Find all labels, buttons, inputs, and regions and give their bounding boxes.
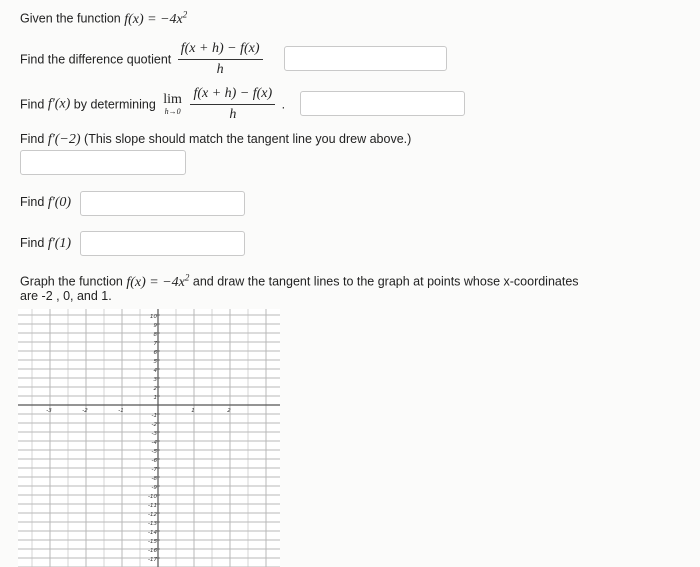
y-tick-label: -13 <box>148 521 157 527</box>
header-line <box>20 9 187 28</box>
y-tick-label: -17 <box>148 557 157 563</box>
f-prime-1-answer-box[interactable] <box>80 231 245 256</box>
y-tick-label: -16 <box>148 548 157 554</box>
y-tick-label: 9 <box>153 323 157 329</box>
q2-line <box>20 86 285 123</box>
derivative-answer-box[interactable] <box>300 91 465 116</box>
q2-lim-word: lim <box>163 92 182 107</box>
q2-lim-sub: h→0 <box>164 107 181 116</box>
q1-fraction <box>178 41 263 78</box>
graph-grid[interactable] <box>18 309 280 567</box>
given-prefix: Given the function <box>20 11 125 26</box>
y-tick-label: -2 <box>151 422 157 428</box>
graph-canvas[interactable] <box>18 309 280 567</box>
y-tick-label: 1 <box>153 395 157 401</box>
x-tick-label: 1 <box>191 408 195 414</box>
graph-prompt-middle: and draw the tangent lines to the graph at points whose x-coordinates <box>192 274 579 289</box>
q2-fraction <box>190 86 275 123</box>
q2-middle: by determining <box>73 97 156 112</box>
q2-denominator: h <box>229 107 237 122</box>
x-tick-label: -1 <box>118 408 124 414</box>
y-tick-label: 3 <box>153 377 157 383</box>
y-tick-label: -5 <box>151 449 157 455</box>
y-tick-label: 7 <box>153 341 157 347</box>
y-tick-label: 4 <box>153 368 157 374</box>
y-tick-label: -7 <box>151 467 157 473</box>
f-prime-0-answer-box[interactable] <box>80 191 245 216</box>
y-tick-label: -11 <box>148 503 157 509</box>
q2-prefix: Find <box>20 97 45 112</box>
y-tick-label: -3 <box>151 431 157 437</box>
q1-prefix: Find the difference quotient <box>20 52 172 67</box>
q3-expr: f′(−2) <box>47 132 81 147</box>
q5-prefix: Find <box>20 236 45 250</box>
graph-prompt-line2: are -2 , 0, and 1. <box>20 289 112 303</box>
q3-suffix: (This slope should match the tangent line you drew above.) <box>84 132 412 146</box>
y-tick-label: 8 <box>153 332 157 338</box>
q4-expr: f′(0) <box>47 195 72 210</box>
q2-numerator: f(x + h) − f(x) <box>190 86 275 105</box>
y-tick-label: -6 <box>151 458 157 464</box>
y-tick-label: 10 <box>150 314 157 320</box>
q1-denominator: h <box>216 62 224 77</box>
q3-line <box>20 132 411 148</box>
x-tick-label: -2 <box>82 408 88 414</box>
q1-numerator: f(x + h) − f(x) <box>178 41 263 60</box>
f-prime-neg2-answer-box[interactable] <box>20 150 186 175</box>
y-tick-label: -15 <box>148 539 157 545</box>
q4-prefix: Find <box>20 195 45 209</box>
y-tick-label: -8 <box>151 476 157 482</box>
q2-fprime: f′(x) <box>47 96 71 112</box>
difference-quotient-answer-box[interactable] <box>284 46 447 71</box>
y-tick-label: 5 <box>153 359 157 365</box>
given-function: $f(x) = -4x^2$ <box>124 9 188 27</box>
graph-prompt-line1 <box>20 272 579 291</box>
y-tick-label: -9 <box>151 485 157 491</box>
x-tick-label: -3 <box>46 408 52 414</box>
q5-line <box>20 236 71 252</box>
y-tick-label: 2 <box>153 386 157 392</box>
y-tick-label: -4 <box>151 440 157 446</box>
q4-line <box>20 195 71 211</box>
q2-period: . <box>281 97 286 112</box>
q3-prefix: Find <box>20 132 45 146</box>
graph-prompt-prefix: Graph the function <box>20 274 123 289</box>
x-tick-label: 2 <box>227 408 231 414</box>
y-tick-label: -12 <box>148 512 157 518</box>
q5-expr: f′(1) <box>47 236 72 251</box>
graph-prompt-function: $f(x) = -4x^2$ <box>126 272 190 290</box>
y-tick-label: 6 <box>153 350 157 356</box>
q1-line <box>20 41 266 78</box>
q2-limit <box>163 93 182 116</box>
y-tick-label: -1 <box>151 413 157 419</box>
y-tick-label: -14 <box>148 530 157 536</box>
y-tick-label: -10 <box>148 494 157 500</box>
